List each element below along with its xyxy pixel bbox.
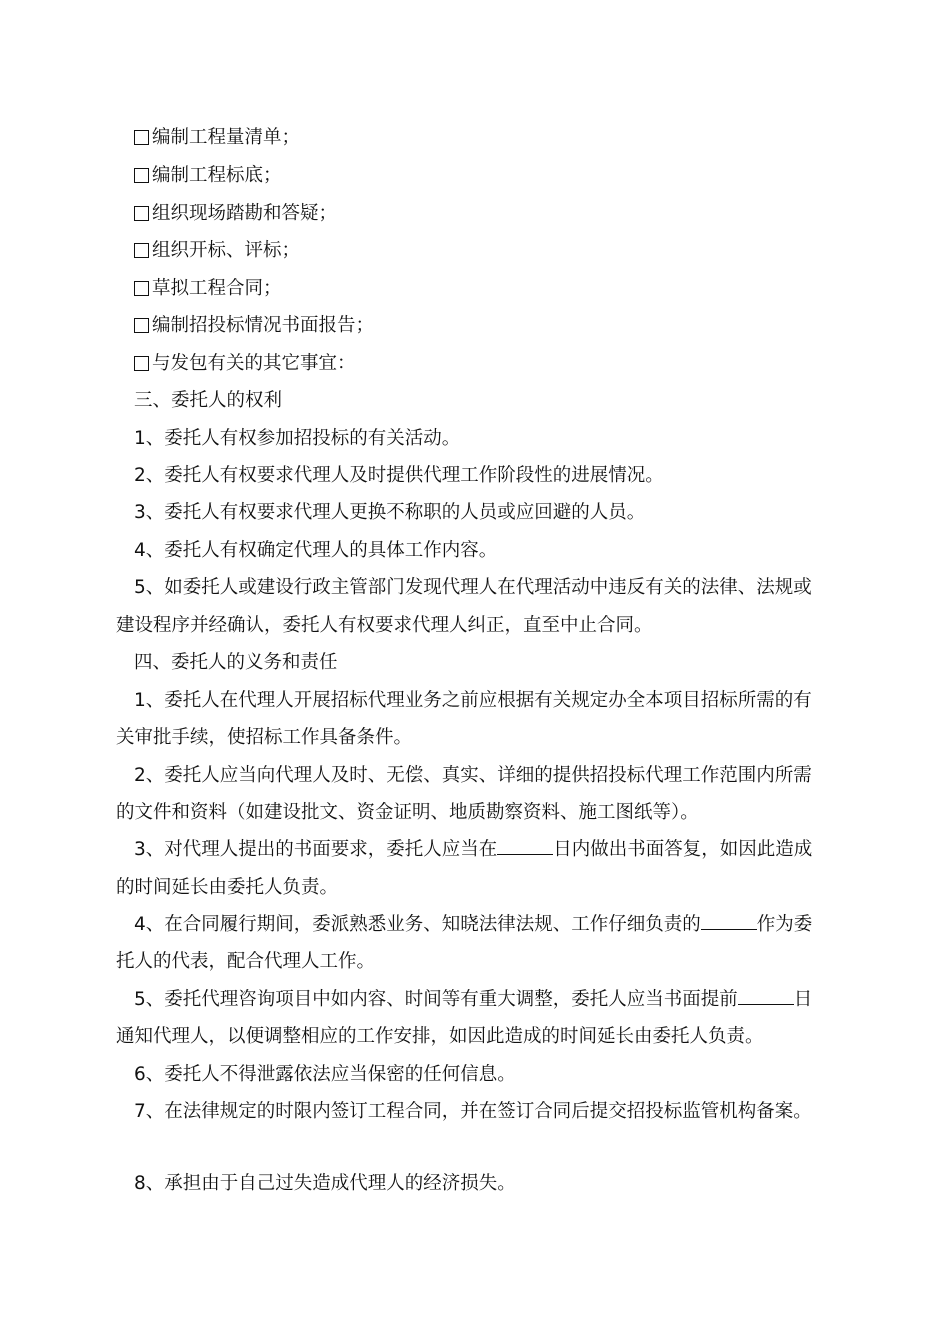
text-segment: 5、委托代理咨询项目中如内容、时间等有重大调整，委托人应当书面提前 bbox=[134, 989, 738, 1010]
checklist-item bbox=[134, 164, 282, 188]
checkbox-icon bbox=[134, 281, 149, 296]
paragraph: 4、委托人有权确定代理人的具体工作内容。 bbox=[134, 540, 498, 561]
checklist-text: 编制工程量清单； bbox=[152, 127, 301, 148]
checkbox-icon bbox=[134, 130, 149, 145]
text-segment: 日内做出书面答复，如因此造成 bbox=[553, 839, 813, 860]
fill-in-blank[interactable] bbox=[701, 913, 757, 930]
checklist-text: 草拟工程合同； bbox=[152, 278, 282, 299]
paragraph: 托人的代表，配合代理人工作。 bbox=[116, 951, 376, 972]
fill-in-blank[interactable] bbox=[497, 838, 553, 855]
paragraph: 5、如委托人或建设行政主管部门发现代理人在代理活动中违反有关的法律、法规或 bbox=[134, 577, 812, 598]
paragraph: 2、委托人有权要求代理人及时提供代理工作阶段性的进展情况。 bbox=[134, 465, 664, 486]
paragraph bbox=[134, 913, 812, 937]
text-segment: 作为委 bbox=[756, 914, 813, 935]
checklist-item bbox=[134, 126, 300, 150]
checklist-item bbox=[134, 277, 282, 301]
checklist-text: 编制工程标底； bbox=[152, 165, 282, 186]
checklist-item bbox=[134, 352, 356, 376]
paragraph: 7、在法律规定的时限内签订工程合同，并在签订合同后提交招投标监管机构备案。 bbox=[134, 1101, 812, 1122]
paragraph bbox=[134, 838, 812, 862]
checklist-item bbox=[134, 314, 374, 338]
checkbox-icon bbox=[134, 243, 149, 258]
paragraph: 的文件和资料（如建设批文、资金证明、地质勘察资料、施工图纸等）。 bbox=[116, 802, 699, 823]
paragraph: 关审批手续，使招标工作具备条件。 bbox=[116, 727, 413, 748]
checklist-text: 与发包有关的其它事宜： bbox=[152, 353, 356, 374]
paragraph: 1、委托人有权参加招投标的有关活动。 bbox=[134, 428, 461, 449]
checkbox-icon bbox=[134, 168, 149, 183]
fill-in-blank[interactable] bbox=[738, 988, 794, 1005]
checkbox-icon bbox=[134, 206, 149, 221]
checklist-text: 编制招投标情况书面报告； bbox=[152, 315, 375, 336]
checklist-text: 组织开标、评标； bbox=[152, 240, 301, 261]
checklist-item bbox=[134, 239, 300, 263]
text-segment: 3、对代理人提出的书面要求，委托人应当在 bbox=[134, 839, 498, 860]
paragraph: 8、承担由于自己过失造成代理人的经济损失。 bbox=[134, 1173, 516, 1194]
paragraph: 3、委托人有权要求代理人更换不称职的人员或应回避的人员。 bbox=[134, 502, 646, 523]
checkbox-icon bbox=[134, 318, 149, 333]
checklist-text: 组织现场踏勘和答疑； bbox=[152, 203, 338, 224]
section-heading: 三、委托人的权利 bbox=[134, 390, 283, 411]
text-segment: 日 bbox=[793, 989, 813, 1010]
paragraph: 1、委托人在代理人开展招标代理业务之前应根据有关规定办全本项目招标所需的有 bbox=[134, 690, 812, 711]
paragraph: 6、委托人不得泄露依法应当保密的任何信息。 bbox=[134, 1064, 516, 1085]
checklist-item bbox=[134, 202, 337, 226]
text-segment: 4、在合同履行期间，委派熟悉业务、知晓法律法规、工作仔细负责的 bbox=[134, 914, 701, 935]
section-heading: 四、委托人的义务和责任 bbox=[134, 652, 338, 673]
paragraph: 2、委托人应当向代理人及时、无偿、真实、详细的提供招投标代理工作范围内所需 bbox=[134, 765, 812, 786]
paragraph: 通知代理人，以便调整相应的工作安排，如因此造成的时间延长由委托人负责。 bbox=[116, 1026, 764, 1047]
paragraph: 建设程序并经确认，委托人有权要求代理人纠正，直至中止合同。 bbox=[116, 615, 653, 636]
paragraph: 的时间延长由委托人负责。 bbox=[116, 877, 339, 898]
checkbox-icon bbox=[134, 356, 149, 371]
paragraph bbox=[134, 988, 812, 1012]
